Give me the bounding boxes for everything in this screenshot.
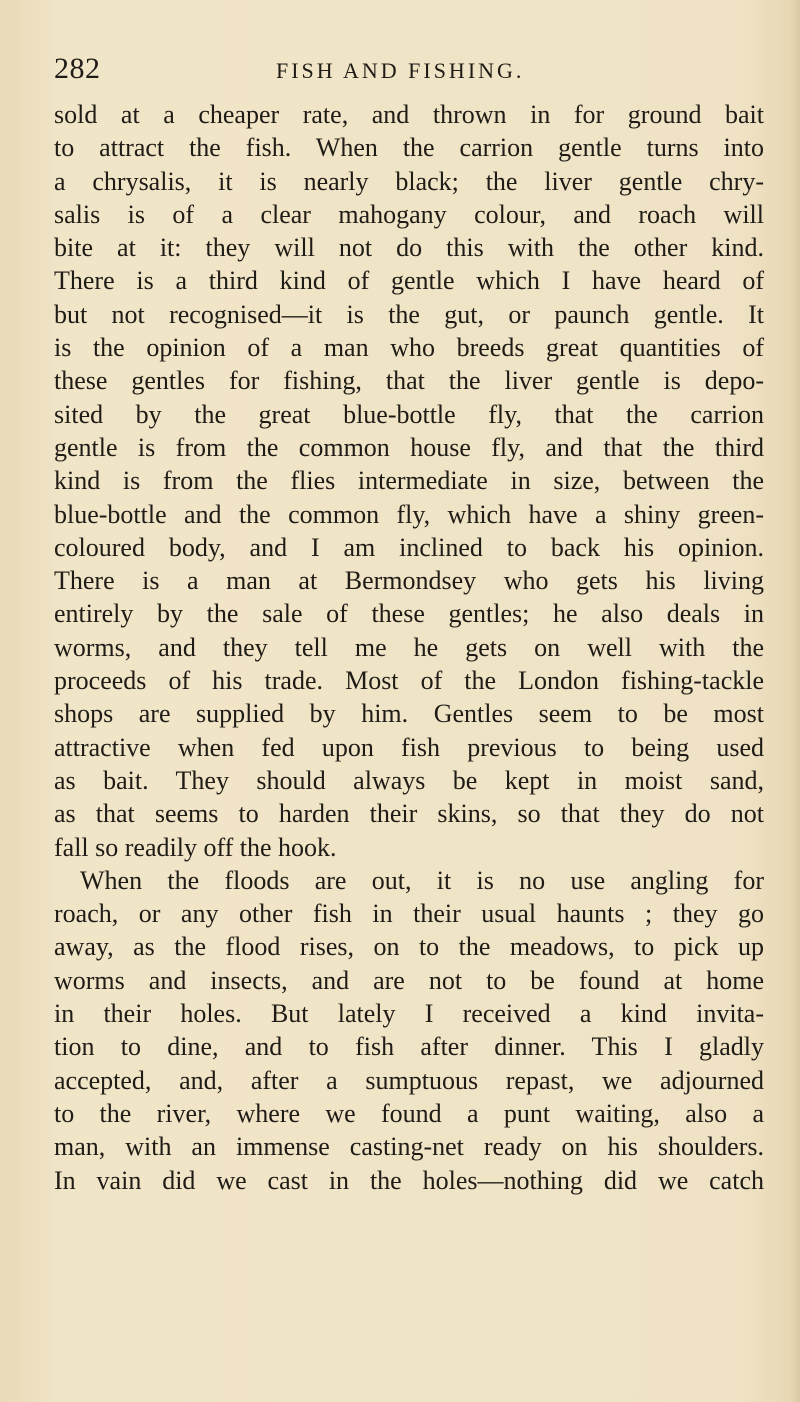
page-number: 282	[54, 52, 101, 85]
text-line: There is a third kind of gentle which I have heard of	[54, 266, 764, 296]
text-line: sold at a cheaper rate, and thrown in for ground bait	[54, 100, 764, 129]
text-line: sited by the great blue-bottle fly, that the carrion	[54, 399, 764, 429]
text-line: away, as the flood rises, on to the meadows, to pick up	[54, 932, 764, 962]
text-line: but not recognised—it is the gut, or paunch gentle. It	[54, 299, 764, 329]
text-line: to attract the fish. When the carrion gentle turns into	[54, 133, 764, 163]
text-line: There is a man at Bermondsey who gets his living	[54, 566, 764, 596]
text-line: shops are supplied by him. Gentles seem to be most	[54, 699, 764, 729]
text-line: blue-bottle and the common fly, which have a shiny green-	[54, 499, 764, 529]
text-line: a chrysalis, it is nearly black; the liver gentle chry-	[54, 166, 764, 196]
text-line: to the river, where we found a punt waiting, also a	[54, 1098, 764, 1128]
body-text	[54, 98, 764, 1197]
text-line: worms, and they tell me he gets on well with the	[54, 632, 764, 662]
running-head: FISH AND FISHING.	[276, 58, 525, 83]
page-header	[54, 52, 764, 92]
text-line: kind is from the flies intermediate in size, between the	[54, 466, 764, 496]
text-line: entirely by the sale of these gentles; he also deals in	[54, 599, 764, 629]
text-line: is the opinion of a man who breeds great quantities of	[54, 333, 764, 363]
text-line: bite at it: they will not do this with the other kind.	[54, 233, 764, 263]
paragraph-start-line: When the floods are out, it is no use angling for	[80, 865, 764, 895]
text-line: fall so readily off the hook.	[54, 832, 337, 862]
text-line: man, with an immense casting-net ready on his shoulders.	[54, 1132, 764, 1162]
text-line: coloured body, and I am inclined to back his opinion.	[54, 532, 764, 562]
text-line: tion to dine, and to fish after dinner. This I gladly	[54, 1032, 764, 1062]
text-line: gentle is from the common house fly, and that the third	[54, 432, 764, 462]
text-line: worms and insects, and are not to be found at home	[54, 965, 764, 995]
text-line: in their holes. But lately I received a kind invita-	[54, 999, 764, 1029]
text-line: roach, or any other fish in their usual haunts ; they go	[54, 899, 764, 929]
text-line: these gentles for fishing, that the liver gentle is depo-	[54, 366, 764, 396]
text-line: as that seems to harden their skins, so that they do not	[54, 799, 764, 829]
text-line: proceeds of his trade. Most of the London fishing-tackle	[54, 666, 764, 696]
text-line: accepted, and, after a sumptuous repast, we adjourned	[54, 1065, 764, 1095]
text-line: salis is of a clear mahogany colour, and roach will	[54, 199, 764, 229]
text-line: as bait. They should always be kept in moist sand,	[54, 765, 764, 795]
book-page	[54, 52, 764, 1197]
text-line: In vain did we cast in the holes—nothing did we catch	[54, 1165, 764, 1195]
page-edge-shadow	[790, 0, 800, 1402]
text-line: attractive when fed upon fish previous to being used	[54, 732, 764, 762]
